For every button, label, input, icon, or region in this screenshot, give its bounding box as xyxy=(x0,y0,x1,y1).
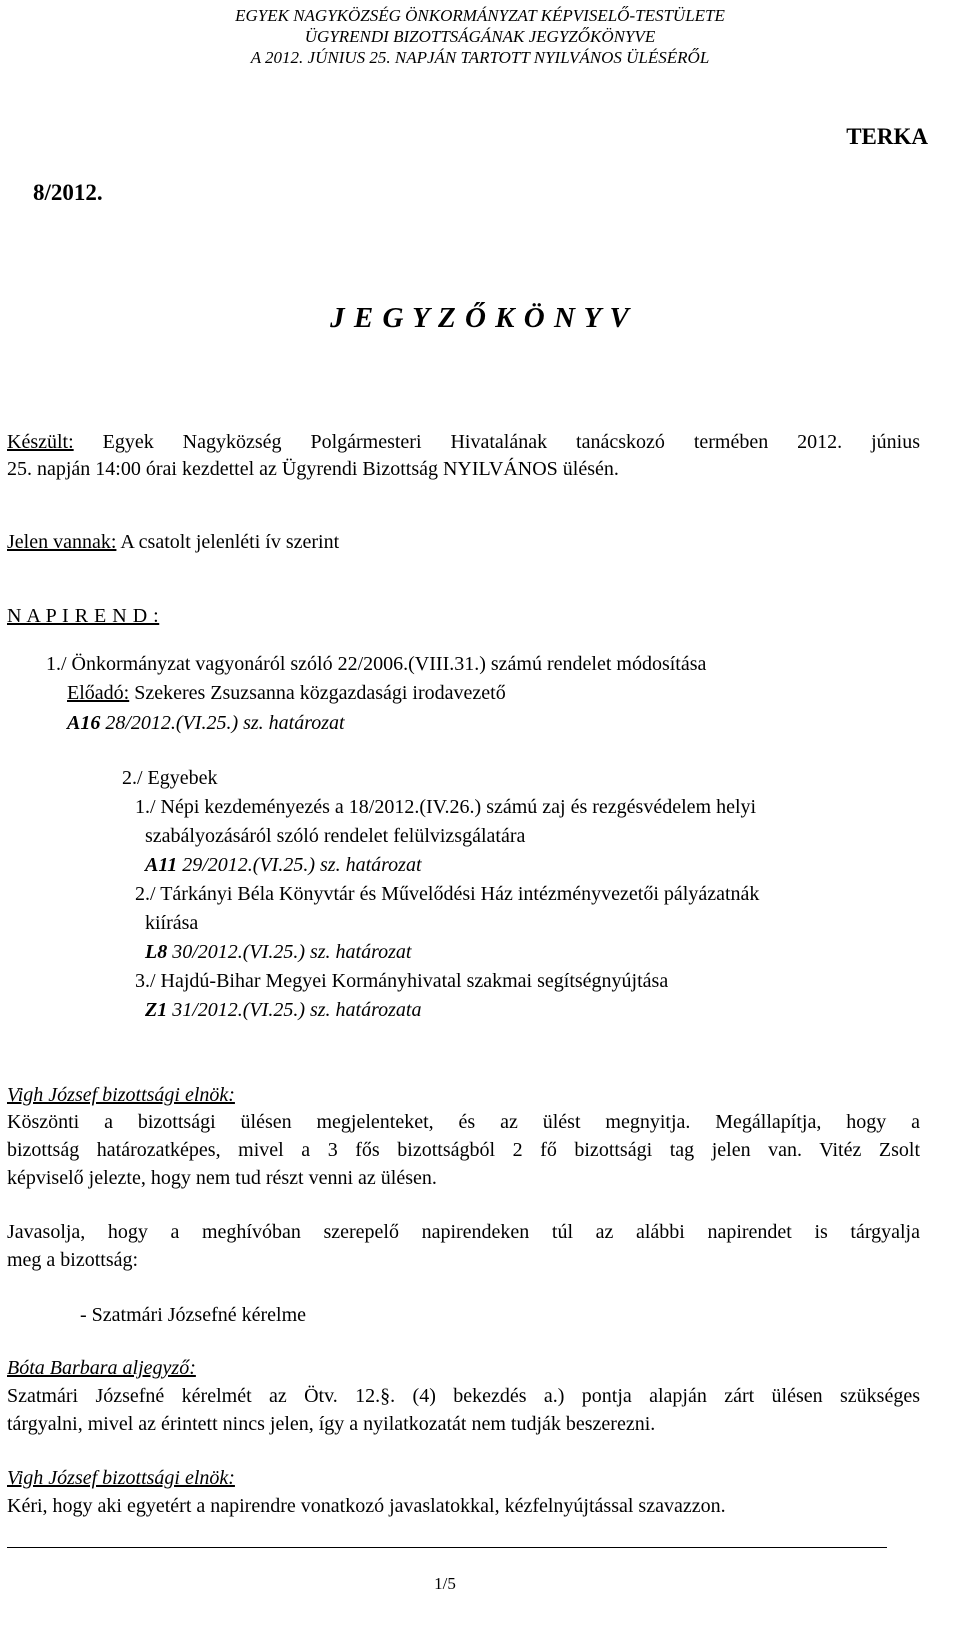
agenda-sub-1-line-1: 1./ Népi kezdeményezés a 18/2012.(IV.26.) számú zaj és rezgésvédelem helyi xyxy=(135,796,757,818)
resolution-text: 31/2012.(VI.25.) sz. határozata xyxy=(172,999,422,1021)
agenda-sub-3-line-1: 3./ Hajdú-Bihar Megyei Kormányhivatal szakmai segítségnyújtása xyxy=(135,970,669,992)
jelen-label: Jelen vannak: xyxy=(7,531,117,553)
keszult-text-1: Egyek Nagyközség Polgármesteri Hivatalának tanácskozó termében 2012. június xyxy=(102,431,921,453)
agenda-item-1: 1./ Önkormányzat vagyonáról szóló 22/2006.(VIII.31.) számú rendelet módosítása xyxy=(46,653,707,675)
keszult-line-1 xyxy=(7,430,920,454)
resolution-text: 28/2012.(VI.25.) sz. határozat xyxy=(105,712,345,734)
presenter-label: Előadó: xyxy=(67,682,130,704)
agenda-item-1-resolution xyxy=(67,711,345,735)
header-line-3: A 2012. JÚNIUS 25. NAPJÁN TARTOTT NYILVÁNOS ÜLÉSÉRŐL xyxy=(250,48,710,67)
agenda-sub-2-resolution xyxy=(145,940,411,964)
speech-2-line-1: Szatmári Józsefné kérelmét az Ötv. 12.§. (4) bekezdés a.) pontja alapján zárt ülésen szükséges xyxy=(7,1385,920,1407)
speech-1-line-2: bizottság határozatképes, mivel a 3 fős bizottságból 2 fő bizottsági tag jelen van. Vitéz Zsolt xyxy=(7,1139,920,1161)
napirend-label: N A P I R E N D : xyxy=(7,605,160,627)
footer-divider xyxy=(7,1547,887,1548)
agenda-item-1-presenter xyxy=(67,681,506,705)
resolution-code: Z1 xyxy=(145,999,168,1021)
agenda-sub-1-resolution xyxy=(145,853,422,877)
speech-3-line-1: Kéri, hogy aki egyetért a napirendre vonatkozó javaslatokkal, kézfelnyújtással szavazzon. xyxy=(7,1495,726,1517)
speech-2-line-2: tárgyalni, mivel az érintett nincs jelen, így a nyilatkozatát nem tudják beszerezni. xyxy=(7,1413,656,1435)
agenda-item-2: 2./ Egyebek xyxy=(122,767,218,789)
header-line-1: EGYEK NAGYKÖZSÉG ÖNKORMÁNYZAT KÉPVISELŐ-TESTÜLETE xyxy=(235,6,725,25)
speech-1-line-1: Köszönti a bizottsági ülésen megjelenteket, és az ülést megnyitja. Megállapítja, hogy a xyxy=(7,1111,920,1133)
header-line-2: ÜGYRENDI BIZOTTSÁGÁNAK JEGYZŐKÖNYVE xyxy=(304,27,656,46)
keszult-label: Készült: xyxy=(7,431,74,453)
agenda-sub-2-line-1: 2./ Tárkányi Béla Könyvtár és Művelődési Ház intézményvezetői pályázatnák xyxy=(135,883,760,905)
page-title: J E G Y Z Ő K Ö N Y V xyxy=(330,302,630,334)
resolution-text: 29/2012.(VI.25.) sz. határozat xyxy=(182,854,422,876)
jelen-line xyxy=(7,530,339,554)
page-number: 1/5 xyxy=(434,1574,456,1593)
speaker-3: Vigh József bizottsági elnök: xyxy=(7,1467,235,1489)
agenda-sub-3-resolution xyxy=(145,998,421,1022)
jelen-text: A csatolt jelenléti ív szerint xyxy=(120,531,340,553)
resolution-code: L8 xyxy=(145,941,168,963)
resolution-text: 30/2012.(VI.25.) sz. határozat xyxy=(172,941,412,963)
speaker-1: Vigh József bizottsági elnök: xyxy=(7,1084,235,1106)
agenda-sub-1-line-2: szabályozásáról szóló rendelet felülvizsgálatára xyxy=(145,825,526,847)
keszult-text-2: 25. napján 14:00 órai kezdettel az Ügyrendi Bizottság NYILVÁNOS ülésén. xyxy=(7,458,619,480)
speech-1-line-3: képviselő jelezte, hogy nem tud részt venni az ülésen. xyxy=(7,1167,437,1189)
proposal-line-1: Javasolja, hogy a meghívóban szerepelő napirendeken túl az alábbi napirendet is tárgyalja xyxy=(7,1221,920,1243)
resolution-code: A11 xyxy=(145,854,178,876)
agenda-sub-2-line-2: kiírása xyxy=(145,912,199,934)
terka-label: TERKA xyxy=(846,124,928,149)
proposal-item: - Szatmári Józsefné kérelme xyxy=(80,1304,307,1326)
presenter-name: Szekeres Zsuzsanna közgazdasági irodavezető xyxy=(134,682,506,704)
document-number: 8/2012. xyxy=(33,180,103,205)
proposal-line-2: meg a bizottság: xyxy=(7,1249,139,1271)
resolution-code: A16 xyxy=(67,712,101,734)
speaker-2: Bóta Barbara aljegyző: xyxy=(7,1357,196,1379)
